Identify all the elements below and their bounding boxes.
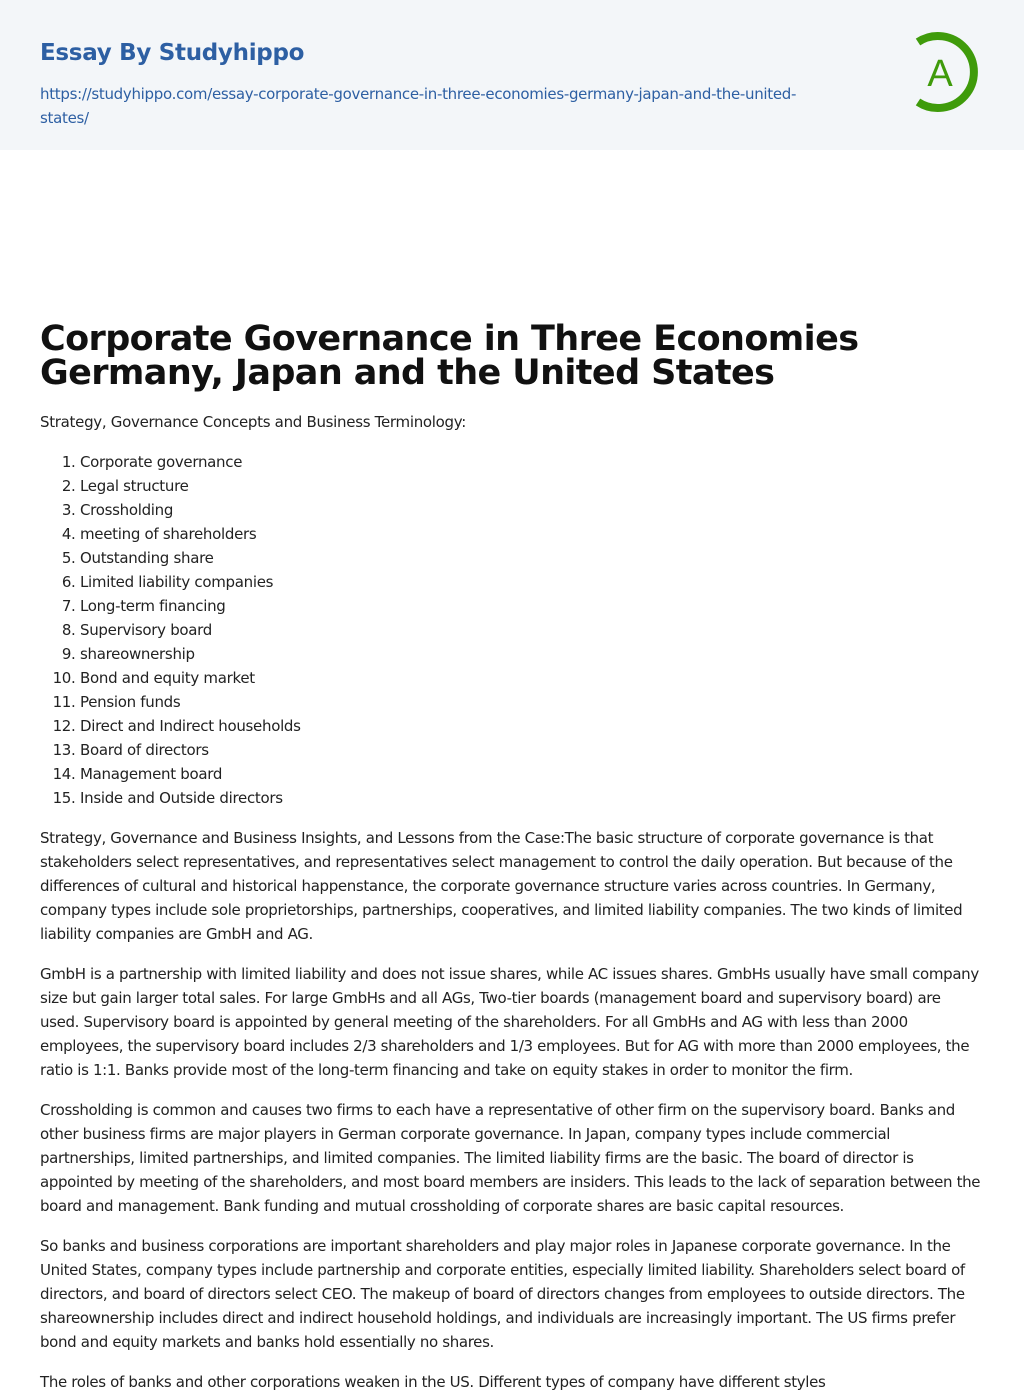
essay-body [40, 826, 984, 1394]
term-item: 1. Corporate governance [80, 450, 984, 474]
brand-title: Essay By Studyhippo [40, 40, 305, 66]
terms-list [40, 450, 984, 810]
term-item: 8. Supervisory board [80, 618, 984, 642]
essay-url-link[interactable]: https://studyhippo.com/essay-corporate-governance-in-three-economies-germany-japan-and-the-united-states/ [40, 85, 797, 127]
term-item: 9. shareownership [80, 642, 984, 666]
essay-paragraph: The roles of banks and other corporations weaken in the US. Different types of company have different styles [40, 1373, 826, 1391]
essay-paragraph: Crossholding is common and causes two firms to each have a representative of other firm on the supervisory board. Banks and other business firms are major players in German corporate governance. In Japan, company types include commercial partnerships, limited partnerships, and limited companies. The limited liability firms are the basic. The board of director is appointed by meeting of the shareholders, and most board members are insiders. This leads to the lack of separation between the board and management. Bank funding and mutual crossholding of corporate shares are basic capital resources. [40, 1101, 981, 1215]
term-item: 4. meeting of shareholders [80, 522, 984, 546]
term-item: 14. Management board [80, 762, 984, 786]
term-item: 11. Pension funds [80, 690, 984, 714]
term-item: 5. Outstanding share [80, 546, 984, 570]
essay-title: Corporate Governance in Three Economies Germany, Japan and the United States [40, 319, 859, 393]
svg-text:A: A [927, 53, 953, 95]
term-item: 15. Inside and Outside directors [80, 786, 984, 810]
term-item: 6. Limited liability companies [80, 570, 984, 594]
essay-paragraph: GmbH is a partnership with limited liability and does not issue shares, while AC issues shares. GmbHs usually have small company size but gain larger total sales. For large GmbHs and all AGs, Two-tier boards (management board and supervisory board) are used. Supervisory board is appointed by general meeting of the shareholders. For all GmbHs and AG with less than 2000 employees, the supervisory board includes 2/3 shareholders and 1/3 employees. But for AG with more than 2000 employees, the ratio is 1:1. Banks provide most of the long-term financing and take on equity stakes in order to monitor the firm. [40, 965, 979, 1079]
site-header [0, 0, 1024, 150]
studyhippo-logo-icon [910, 28, 988, 116]
essay-paragraph: So banks and business corporations are important shareholders and play major roles in Japanese corporate governance. In the United States, company types include partnership and corporate entities, especially limited liability. Shareholders select board of directors, and board of directors select CEO. The makeup of board of directors changes from employees to outside directors. The shareownership includes direct and indirect household holdings, and individuals are increasingly important. The US firms prefer bond and equity markets and banks hold essentially no shares. [40, 1237, 965, 1351]
term-item: 2. Legal structure [80, 474, 984, 498]
term-item: 3. Crossholding [80, 498, 984, 522]
essay-paragraph: Strategy, Governance and Business Insights, and Lessons from the Case:The basic structure of corporate governance is that stakeholders select representatives, and representatives select management to control the daily operation. But because of the differences of cultural and historical happenstance, the corporate governance structure varies across countries. In Germany, company types include sole proprietorships, partnerships, cooperatives, and limited liability companies. The two kinds of limited liability companies are GmbH and AG. [40, 829, 963, 943]
term-item: 12. Direct and Indirect households [80, 714, 984, 738]
term-item: 13. Board of directors [80, 738, 984, 762]
term-item: 10. Bond and equity market [80, 666, 984, 690]
essay-content [0, 150, 1024, 1394]
terms-heading: Strategy, Governance Concepts and Business Terminology: [40, 413, 467, 431]
term-item: 7. Long-term financing [80, 594, 984, 618]
